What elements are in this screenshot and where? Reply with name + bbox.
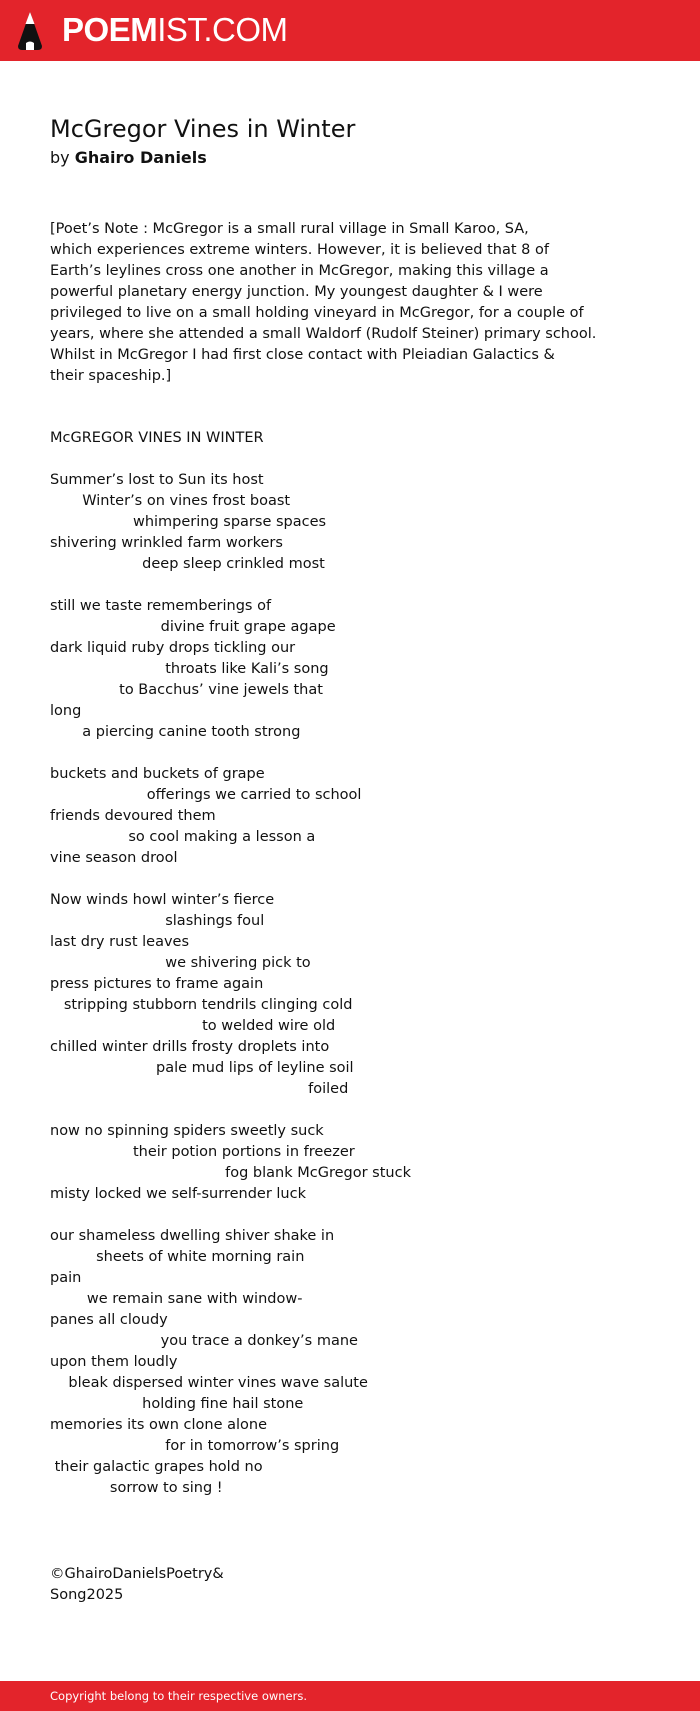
poem-line: sorrow to sing !	[50, 1480, 223, 1496]
brand-bold: POEM	[62, 11, 158, 48]
poem-line: memories its own clone alone	[50, 1417, 268, 1433]
poem-line: holding fine hail stone	[50, 1396, 304, 1412]
poem-line: now no spinning spiders sweetly suck	[50, 1123, 324, 1139]
poem-copyright	[50, 1564, 224, 1606]
poem-line	[50, 575, 411, 596]
poem-line: long	[50, 703, 82, 719]
poem-body	[50, 428, 411, 1499]
poem-line: misty locked we self-surrender luck	[50, 1186, 306, 1202]
poem-line: pain	[50, 1270, 82, 1286]
poem-line: we remain sane with window-	[50, 1291, 303, 1307]
poem-line: McGREGOR VINES IN WINTER	[50, 430, 264, 446]
note-line: [Poet’s Note : McGregor is a small rural village in Small Karoo, SA,	[50, 221, 529, 237]
poem-line: Summer’s lost to Sun its host	[50, 472, 264, 488]
poem-line: stripping stubborn tendrils clinging cold	[50, 997, 353, 1013]
poem-line	[50, 869, 411, 890]
site-logo-text[interactable]	[62, 12, 288, 48]
poem-line: to welded wire old	[50, 1018, 336, 1034]
poem-line: panes all cloudy	[50, 1312, 168, 1328]
poem-line: press pictures to frame again	[50, 976, 264, 992]
poem-line: sheets of white morning rain	[50, 1249, 305, 1265]
poem-line: still we taste rememberings of	[50, 598, 272, 614]
footer-copyright: Copyright belong to their respective owners.	[50, 1689, 308, 1703]
poem-line: shivering wrinkled farm workers	[50, 535, 283, 551]
poem-line	[50, 1100, 411, 1121]
note-line: privileged to live on a small holding vineyard in McGregor, for a couple of	[50, 305, 584, 321]
poem-line: a piercing canine tooth strong	[50, 724, 301, 740]
poem-line	[50, 1205, 411, 1226]
note-line: Earth’s leylines cross one another in McGregor, making this village a	[50, 263, 549, 279]
poem-line: for in tomorrow’s spring	[50, 1438, 340, 1454]
note-line: their spaceship.]	[50, 368, 172, 384]
poem-line: friends devoured them	[50, 808, 216, 824]
poet-note	[50, 219, 650, 387]
poem-line: fog blank McGregor stuck	[50, 1165, 411, 1181]
site-footer	[0, 1681, 700, 1711]
poem-line: their galactic grapes hold no	[50, 1459, 263, 1475]
poem-line: last dry rust leaves	[50, 934, 190, 950]
poem-line: whimpering sparse spaces	[50, 514, 327, 530]
poem-line: bleak dispersed winter vines wave salute	[50, 1375, 368, 1391]
poem-line: their potion portions in freezer	[50, 1144, 355, 1160]
poem-line: Now winds howl winter’s fierce	[50, 892, 275, 908]
note-line: years, where she attended a small Waldorf (Rudolf Steiner) primary school.	[50, 326, 597, 342]
poem-title: McGregor Vines in Winter	[50, 115, 356, 143]
poem-line: so cool making a lesson a	[50, 829, 316, 845]
brand-regular: IST.COM	[157, 11, 288, 48]
poem-line: divine fruit grape agape	[50, 619, 336, 635]
poem-line: Winter’s on vines frost boast	[50, 493, 291, 509]
note-line: Whilst in McGregor I had first close contact with Pleiadian Galactics &	[50, 347, 555, 363]
pen-nib-icon[interactable]	[16, 10, 44, 52]
poem-line	[50, 743, 411, 764]
by-label: by	[50, 148, 70, 167]
note-line: powerful planetary energy junction. My youngest daughter & I were	[50, 284, 543, 300]
poem-line: pale mud lips of leyline soil	[50, 1060, 354, 1076]
poem-line: to Bacchus’ vine jewels that	[50, 682, 323, 698]
copyright-line: ©GhairoDanielsPoetry&	[50, 1566, 224, 1582]
poem-line: offerings we carried to school	[50, 787, 362, 803]
poem-line: slashings foul	[50, 913, 265, 929]
poem-line	[50, 449, 411, 470]
poem-line: our shameless dwelling shiver shake in	[50, 1228, 335, 1244]
note-line: which experiences extreme winters. However, it is believed that 8 of	[50, 242, 549, 258]
site-header	[0, 0, 700, 61]
copyright-line: Song2025	[50, 1587, 124, 1603]
poem-line: upon them loudly	[50, 1354, 178, 1370]
poem-line: foiled	[50, 1081, 349, 1097]
poem-line: we shivering pick to	[50, 955, 311, 971]
poem-line: deep sleep crinkled most	[50, 556, 325, 572]
poem-line: dark liquid ruby drops tickling our	[50, 640, 296, 656]
poem-line: you trace a donkey’s mane	[50, 1333, 358, 1349]
byline	[50, 148, 207, 168]
poem-line: chilled winter drills frosty droplets into	[50, 1039, 330, 1055]
poem-line: vine season drool	[50, 850, 178, 866]
poem-line: buckets and buckets of grape	[50, 766, 265, 782]
author-name[interactable]: Ghairo Daniels	[74, 148, 207, 167]
poem-line: throats like Kali’s song	[50, 661, 329, 677]
